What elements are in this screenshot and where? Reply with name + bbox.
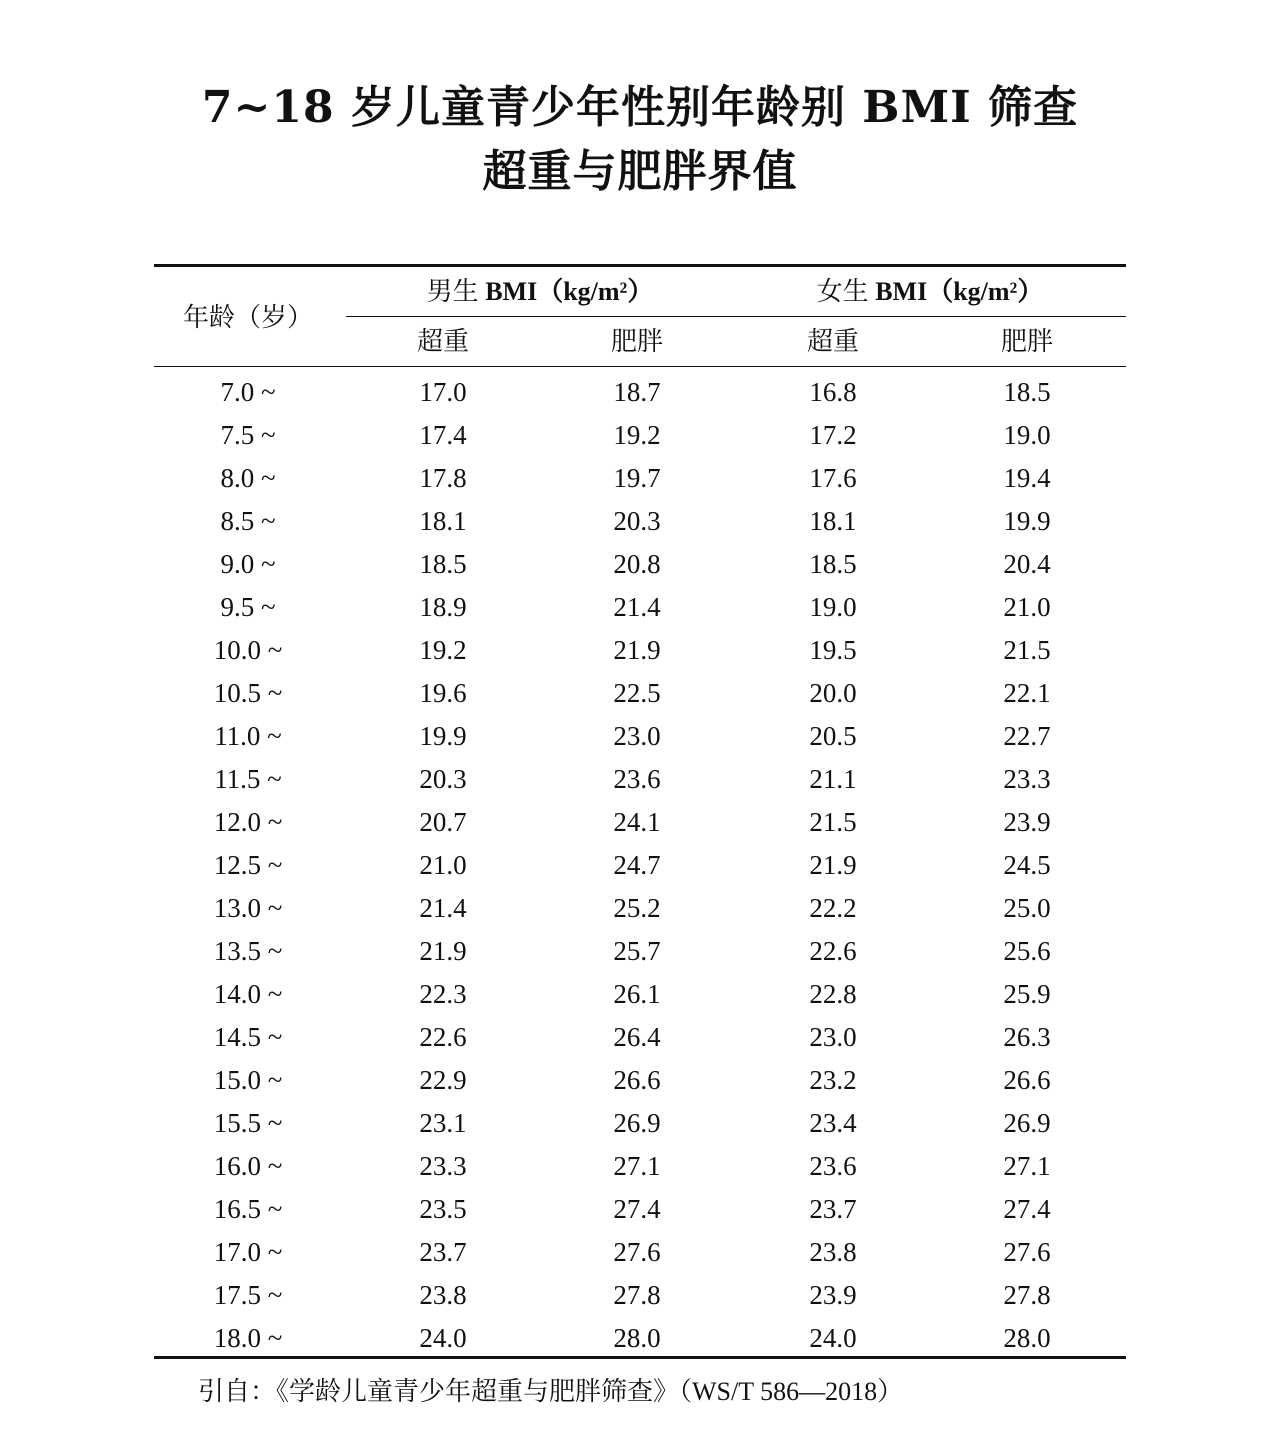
female-obesity-cell: 27.8: [1003, 1280, 1051, 1310]
female-overweight-cell: 18.5: [809, 549, 857, 579]
female-obesity-cell: 23.9: [1003, 807, 1051, 837]
table-row: [154, 586, 1126, 629]
table-row: [154, 672, 1126, 715]
age-cell: 12.5 ~: [213, 850, 283, 880]
source-citation: [198, 1372, 903, 1412]
table-row: [154, 887, 1126, 930]
male-obesity-cell: 24.1: [613, 807, 661, 837]
age-cell: 11.5 ~: [214, 764, 282, 794]
female-overweight-cell: 23.0: [809, 1022, 857, 1052]
female-overweight-cell: 18.1: [809, 506, 857, 536]
female-overweight-cell: 21.5: [809, 807, 857, 837]
female-bmi-group-header: [736, 274, 1124, 310]
male-obesity-cell: 19.2: [613, 420, 661, 450]
table-row: [154, 414, 1126, 457]
female-overweight-cell: 16.8: [809, 377, 857, 407]
document-title-line-1: 7~18 岁儿童青少年性别年龄别 BMI 筛查: [201, 82, 1079, 133]
table-body: [154, 371, 1126, 1360]
female-overweight-cell: 17.2: [809, 420, 857, 450]
male-obesity-cell: 25.7: [613, 936, 661, 966]
female-obesity-cell: 25.6: [1003, 936, 1051, 966]
female-overweight-cell: 23.8: [809, 1237, 857, 1267]
male-overweight-cell: 21.4: [419, 893, 467, 923]
female-obesity-cell: 26.9: [1003, 1108, 1051, 1138]
male-obesity-cell: 23.6: [613, 764, 661, 794]
male-overweight-cell: 24.0: [419, 1323, 467, 1353]
female-obesity-cell: 21.0: [1003, 592, 1051, 622]
age-cell: 11.0 ~: [214, 721, 282, 751]
male-obesity-cell: 25.2: [613, 893, 661, 923]
female-obesity-cell: 21.5: [1003, 635, 1051, 665]
female-overweight-cell: 23.6: [809, 1151, 857, 1181]
male-obesity-cell: 24.7: [613, 850, 661, 880]
table-row: [154, 758, 1126, 801]
male-overweight-cell: 18.1: [419, 506, 467, 536]
age-cell: 18.0 ~: [213, 1323, 283, 1353]
age-cell: 17.5 ~: [213, 1280, 283, 1310]
table-row: [154, 1145, 1126, 1188]
male-overweight-cell: 21.9: [419, 936, 467, 966]
male-obesity-cell: 27.8: [613, 1280, 661, 1310]
female-obesity-cell: 27.4: [1003, 1194, 1051, 1224]
male-bmi-group-header: [346, 274, 734, 310]
male-overweight-cell: 17.4: [419, 420, 467, 450]
table-row: [154, 844, 1126, 887]
female-obesity-cell: 26.6: [1003, 1065, 1051, 1095]
age-cell: 10.5 ~: [213, 678, 283, 708]
age-cell: 15.0 ~: [213, 1065, 283, 1095]
male-overweight-cell: 19.2: [419, 635, 467, 665]
age-cell: 10.0 ~: [213, 635, 283, 665]
age-cell: 15.5 ~: [213, 1108, 283, 1138]
age-cell: 9.5 ~: [220, 592, 276, 622]
female-overweight-cell: 23.9: [809, 1280, 857, 1310]
male-obesity-cell: 22.5: [613, 678, 661, 708]
male-overweight-cell: 20.7: [419, 807, 467, 837]
female-overweight-cell: 21.9: [809, 850, 857, 880]
age-cell: 7.0 ~: [220, 377, 276, 407]
age-cell: 9.0 ~: [220, 549, 276, 579]
female-overweight-cell: 19.5: [809, 635, 857, 665]
group-header-divider: [346, 316, 1126, 317]
female-obesity-cell: 23.3: [1003, 764, 1051, 794]
age-cell: 7.5 ~: [220, 420, 276, 450]
table-row: [154, 1059, 1126, 1102]
age-cell: 14.0 ~: [213, 979, 283, 1009]
female-obesity-cell: 19.9: [1003, 506, 1051, 536]
female-obesity-cell: 24.5: [1003, 850, 1051, 880]
female-overweight-cell: 24.0: [809, 1323, 857, 1353]
male-obesity-cell: 20.8: [613, 549, 661, 579]
table-row: [154, 1317, 1126, 1360]
male-obesity-cell: 18.7: [613, 377, 661, 407]
table-row: [154, 973, 1126, 1016]
female-overweight-cell: 21.1: [809, 764, 857, 794]
male-overweight-cell: 23.5: [419, 1194, 467, 1224]
male-overweight-cell: 19.9: [419, 721, 467, 751]
header-bottom-rule: [154, 366, 1126, 367]
male-obesity-cell: 21.9: [613, 635, 661, 665]
female-obesity-cell: 28.0: [1003, 1323, 1051, 1353]
male-obesity-header: 肥胖: [610, 327, 663, 357]
male-obesity-cell: 27.4: [613, 1194, 661, 1224]
age-cell: 13.5 ~: [213, 936, 283, 966]
table-row: [154, 801, 1126, 844]
female-obesity-cell: 25.0: [1003, 893, 1051, 923]
male-overweight-cell: 23.1: [419, 1108, 467, 1138]
table-row: [154, 1102, 1126, 1145]
male-overweight-cell: 17.8: [419, 463, 467, 493]
age-cell: 14.5 ~: [213, 1022, 283, 1052]
table-row: [154, 1231, 1126, 1274]
table-row: [154, 715, 1126, 758]
male-obesity-cell: 26.6: [613, 1065, 661, 1095]
table-row: [154, 930, 1126, 973]
female-obesity-cell: 27.6: [1003, 1237, 1051, 1267]
table-row: [154, 543, 1126, 586]
male-obesity-cell: 20.3: [613, 506, 661, 536]
male-overweight-cell: 23.3: [419, 1151, 467, 1181]
female-overweight-cell: 20.0: [809, 678, 857, 708]
document-title-line-2: 超重与肥胖界值: [482, 146, 798, 197]
female-obesity-cell: 18.5: [1003, 377, 1051, 407]
male-obesity-cell: 26.9: [613, 1108, 661, 1138]
male-obesity-cell: 27.6: [613, 1237, 661, 1267]
male-obesity-cell: 21.4: [613, 592, 661, 622]
source-citation-code: （WS/T 586—2018）: [679, 1377, 904, 1406]
male-overweight-cell: 23.8: [419, 1280, 467, 1310]
male-obesity-cell: 26.4: [613, 1022, 661, 1052]
male-overweight-cell: 22.3: [419, 979, 467, 1009]
male-overweight-header: 超重: [416, 327, 469, 357]
male-overweight-cell: 22.6: [419, 1022, 467, 1052]
male-overweight-cell: 22.9: [419, 1065, 467, 1095]
male-overweight-cell: 19.6: [419, 678, 467, 708]
male-overweight-cell: 18.5: [419, 549, 467, 579]
age-cell: 16.5 ~: [213, 1194, 283, 1224]
male-overweight-cell: 20.3: [419, 764, 467, 794]
female-obesity-cell: 27.1: [1003, 1151, 1051, 1181]
female-obesity-cell: 19.4: [1003, 463, 1051, 493]
table-bottom-rule: [154, 1356, 1126, 1359]
table-row: [154, 500, 1126, 543]
female-group-label: 女生: [816, 277, 869, 307]
age-cell: 16.0 ~: [213, 1151, 283, 1181]
table-row: [154, 1274, 1126, 1317]
age-cell: 8.0 ~: [220, 463, 276, 493]
male-overweight-cell: 21.0: [419, 850, 467, 880]
female-obesity-cell: 22.1: [1003, 678, 1051, 708]
table-top-rule: [154, 264, 1126, 267]
female-overweight-cell: 20.5: [809, 721, 857, 751]
female-obesity-cell: 25.9: [1003, 979, 1051, 1009]
female-overweight-cell: 23.2: [809, 1065, 857, 1095]
age-cell: 17.0 ~: [213, 1237, 283, 1267]
male-obesity-cell: 23.0: [613, 721, 661, 751]
male-obesity-cell: 28.0: [613, 1323, 661, 1353]
table-row: [154, 629, 1126, 672]
male-obesity-cell: 27.1: [613, 1151, 661, 1181]
female-overweight-cell: 23.7: [809, 1194, 857, 1224]
male-group-label: 男生: [426, 277, 479, 307]
table-row: [154, 1016, 1126, 1059]
female-obesity-cell: 26.3: [1003, 1022, 1051, 1052]
male-obesity-cell: 19.7: [613, 463, 661, 493]
female-overweight-header: 超重: [806, 327, 859, 357]
male-overweight-cell: 17.0: [419, 377, 467, 407]
source-citation-title: 引自：《学龄儿童青少年超重与肥胖筛查》: [198, 1377, 680, 1407]
female-obesity-header: 肥胖: [1000, 327, 1053, 357]
male-obesity-cell: 26.1: [613, 979, 661, 1009]
male-overweight-cell: 23.7: [419, 1237, 467, 1267]
female-obesity-cell: 20.4: [1003, 549, 1051, 579]
male-group-unit: BMI（kg/m²）: [485, 277, 654, 306]
female-overweight-cell: 23.4: [809, 1108, 857, 1138]
age-column-header: 年龄（岁）: [182, 303, 313, 333]
female-overweight-cell: 17.6: [809, 463, 857, 493]
female-obesity-cell: 19.0: [1003, 420, 1051, 450]
table-row: [154, 371, 1126, 414]
table-row: [154, 1188, 1126, 1231]
age-cell: 8.5 ~: [220, 506, 276, 536]
female-overweight-cell: 19.0: [809, 592, 857, 622]
age-cell: 12.0 ~: [213, 807, 283, 837]
male-overweight-cell: 18.9: [419, 592, 467, 622]
table-row: [154, 457, 1126, 500]
female-overweight-cell: 22.8: [809, 979, 857, 1009]
female-overweight-cell: 22.2: [809, 893, 857, 923]
female-obesity-cell: 22.7: [1003, 721, 1051, 751]
female-group-unit: BMI（kg/m²）: [875, 277, 1044, 306]
age-cell: 13.0 ~: [213, 893, 283, 923]
female-overweight-cell: 22.6: [809, 936, 857, 966]
